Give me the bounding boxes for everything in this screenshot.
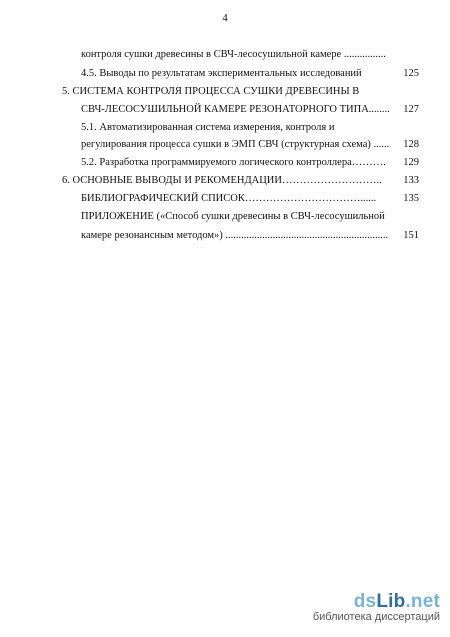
toc-page: 129 (403, 157, 419, 168)
watermark (313, 591, 440, 623)
toc-line: контроля сушки древесины в СВЧ-лесосушильной камере ................ (81, 49, 386, 60)
toc-line: 5.1. Автоматизированная система измерения, контроля и (81, 122, 335, 133)
toc-page: 151 (403, 230, 419, 241)
toc-line: 5.2. Разработка программируемого логического контроллера………. (81, 157, 386, 168)
toc-page: 135 (403, 193, 419, 204)
toc-line: 5. СИСТЕМА КОНТРОЛЯ ПРОЦЕССА СУШКИ ДРЕВЕСИНЫ В (62, 86, 360, 97)
toc-page: 125 (403, 68, 419, 79)
watermark-logo: dsLib.net (353, 591, 440, 612)
toc-line: камере резонансным методом») .............................................................. (81, 230, 389, 241)
toc-line: 4.5. Выводы по результатам экспериментальных исследований (81, 68, 362, 79)
watermark-subtitle: библиотека диссертаций (312, 611, 440, 623)
toc-line: регулирования процесса сушки в ЭМП СВЧ (структурная схема) ...... (81, 139, 390, 150)
toc-line: 6. ОСНОВНЫЕ ВЫВОДЫ И РЕКОМЕНДАЦИИ……………………….. (62, 175, 382, 186)
toc-page: 127 (403, 104, 419, 115)
toc-line: СВЧ-ЛЕСОСУШИЛЬНОЙ КАМЕРЕ РЕЗОНАТОРНОГО ТИПА........ (81, 104, 390, 115)
toc-page: 128 (403, 139, 419, 150)
toc-page: 133 (403, 175, 419, 186)
toc-line: ПРИЛОЖЕНИЕ («Способ сушки древесины в СВЧ-лесосушильной (81, 211, 385, 222)
page-number: 4 (222, 12, 228, 24)
toc-line: БИБЛИОГРАФИЧЕСКИЙ СПИСОК……………………………...... (81, 193, 377, 204)
